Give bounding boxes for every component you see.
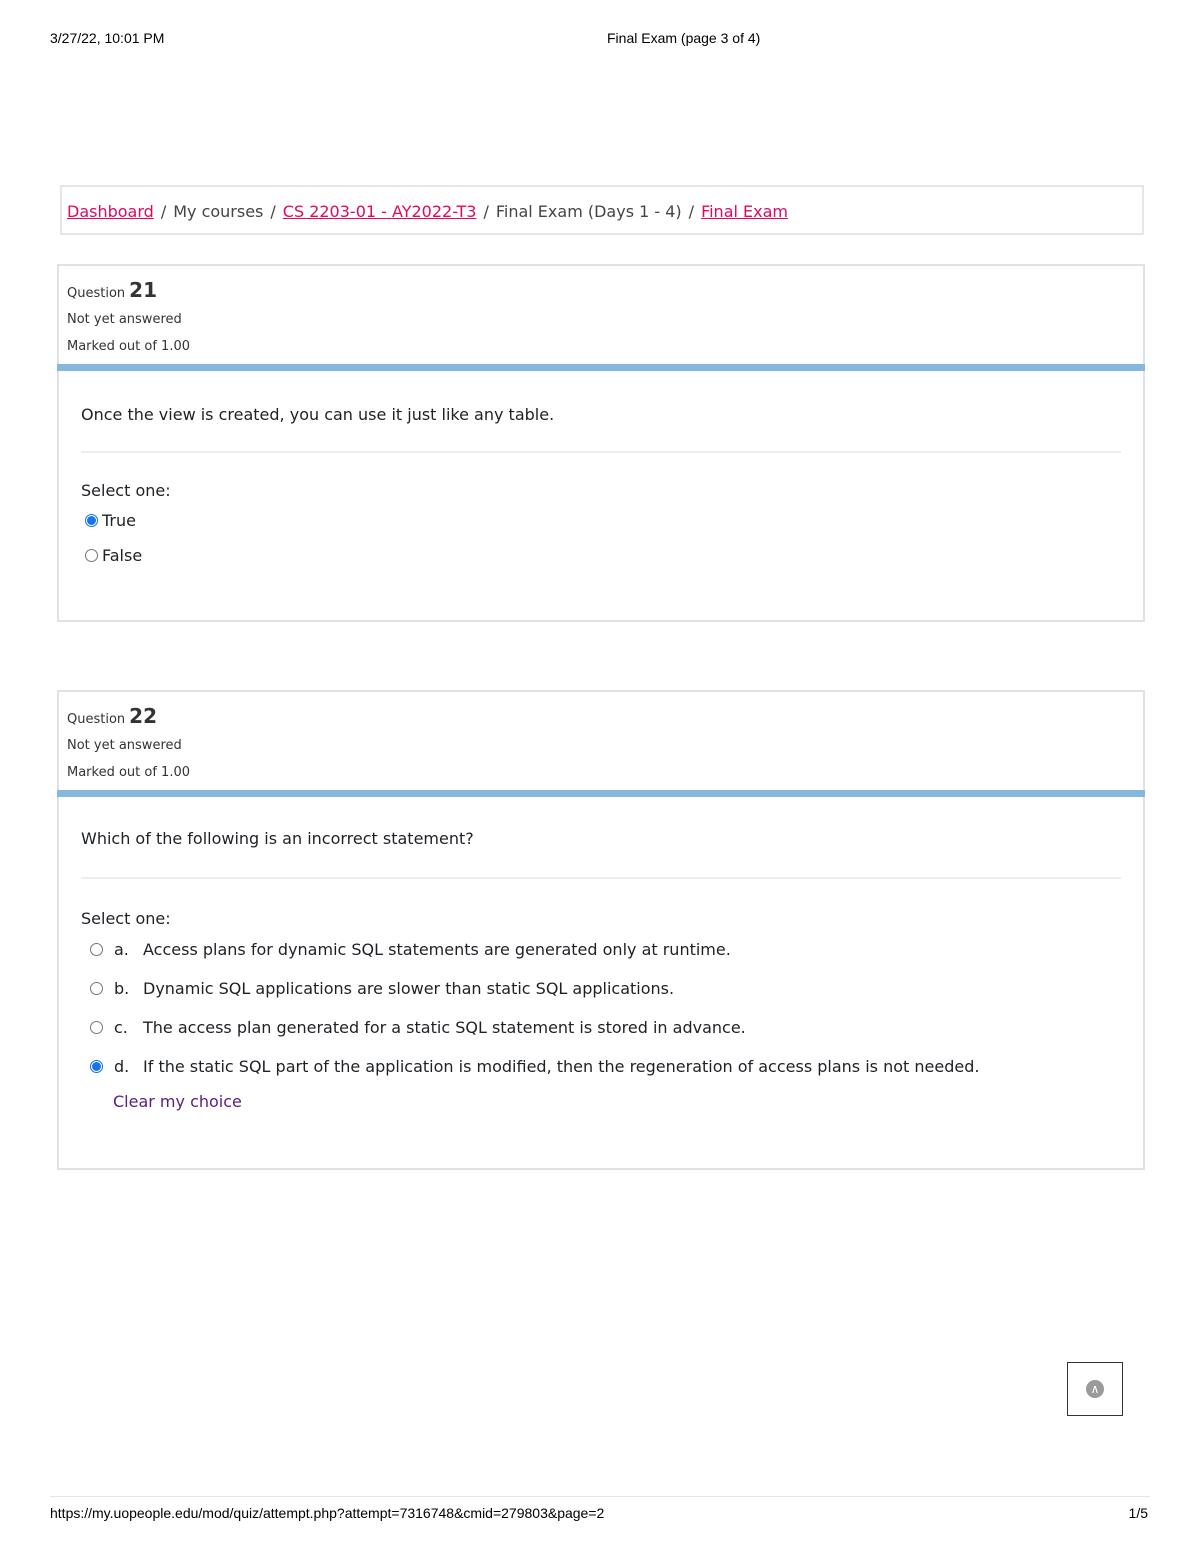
answer-option-a[interactable] [81, 930, 1121, 969]
question-grade: Marked out of 1.00 [67, 765, 191, 780]
breadcrumb-dashboard[interactable]: Dashboard [67, 202, 154, 221]
answer-label: Access plans for dynamic SQL statements are generated only at runtime. [143, 940, 731, 959]
question-content [59, 797, 1143, 1111]
answer-option-true[interactable] [81, 511, 1121, 530]
breadcrumb-final-exam[interactable]: Final Exam [701, 202, 788, 221]
answer-letter: a. [114, 940, 129, 959]
breadcrumb-separator: / [483, 202, 489, 221]
chevron-up-icon: ∧ [1086, 1380, 1104, 1398]
answer-option-b[interactable] [81, 969, 1121, 1008]
footer-divider [50, 1496, 1150, 1497]
question-info [59, 266, 1143, 364]
answer-label: Dynamic SQL applications are slower than static SQL applications. [143, 979, 675, 998]
answer-label: If the static SQL part of the application is modified, then the regeneration of access plans is not needed. [143, 1057, 980, 1076]
question-info-bar [57, 790, 1145, 797]
question-grade: Marked out of 1.00 [67, 339, 191, 354]
question-text: Once the view is created, you can use it just like any table. [81, 405, 1121, 453]
breadcrumb-my-courses: My courses [173, 202, 264, 221]
radio-button[interactable] [90, 943, 103, 956]
select-one-prompt: Select one: [81, 481, 171, 500]
question-state: Not yet answered [67, 312, 182, 327]
back-to-top-button[interactable] [1067, 1362, 1123, 1416]
radio-button-checked[interactable] [90, 1060, 103, 1073]
radio-button[interactable] [85, 549, 98, 562]
breadcrumb-separator: / [688, 202, 695, 221]
print-url: https://my.uopeople.edu/mod/quiz/attempt.php?attempt=7316748&cmid=279803&page=2 [50, 1505, 605, 1521]
breadcrumb-exam-section: Final Exam (Days 1 - 4) [495, 202, 682, 221]
clear-my-choice-link[interactable]: Clear my choice [113, 1092, 242, 1111]
question-label: Question [67, 286, 126, 301]
print-footer [50, 1505, 1150, 1525]
question-21 [57, 264, 1145, 622]
radio-button[interactable] [90, 982, 103, 995]
question-number: 21 [129, 278, 157, 302]
answer-letter: b. [114, 979, 130, 998]
answer-label: True [102, 511, 136, 530]
question-text: Which of the following is an incorrect statement? [81, 829, 1121, 879]
select-one-prompt: Select one: [81, 909, 171, 928]
radio-button-checked[interactable] [85, 514, 98, 527]
question-label: Question [67, 712, 126, 727]
print-header [50, 30, 1150, 50]
breadcrumb-separator: / [160, 202, 167, 221]
breadcrumb [60, 185, 1144, 235]
question-22 [57, 690, 1145, 1170]
answer-label: False [102, 546, 143, 565]
print-page-number: 1/5 [1128, 1505, 1148, 1521]
question-info [59, 692, 1143, 790]
breadcrumb-separator: / [270, 202, 276, 221]
question-content [59, 371, 1143, 565]
print-datetime: 3/27/22, 10:01 PM [50, 30, 165, 46]
breadcrumb-course[interactable]: CS 2203-01 - AY2022-T3 [282, 202, 477, 221]
answer-letter: c. [114, 1018, 128, 1037]
answer-option-false[interactable] [81, 546, 1121, 565]
answer-option-c[interactable] [81, 1008, 1121, 1047]
answer-option-d[interactable] [81, 1047, 1121, 1086]
radio-button[interactable] [90, 1021, 103, 1034]
question-state: Not yet answered [67, 738, 182, 753]
question-number: 22 [129, 704, 157, 728]
print-title: Final Exam (page 3 of 4) [607, 30, 761, 46]
question-info-bar [57, 364, 1145, 371]
answer-letter: d. [114, 1057, 130, 1076]
answer-label: The access plan generated for a static SQL statement is stored in advance. [143, 1018, 746, 1037]
